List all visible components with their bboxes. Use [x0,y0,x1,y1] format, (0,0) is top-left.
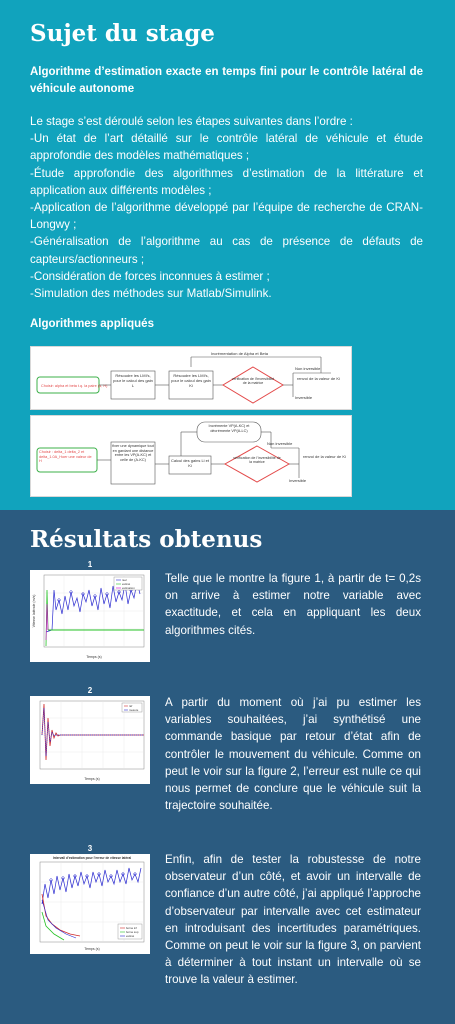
fig2-legend-item: mesure [129,708,139,712]
figure-number: 1 [87,560,93,569]
algorithm-diagram-1 [30,346,352,410]
diagram2-box1: fixer une dynamique tout en gardant une distance entre les VP(A-KC) et celle de (A-KC) [112,444,154,462]
diagram2-output: renvoi de la valeur de Ki [303,454,346,459]
fig1-xlabel: Temps (s) [86,655,102,659]
fig3-title: Intervall d’estimation pour l’erreur de vitesse latéral [52,856,132,860]
fig1-ylabel: Vitesse latérale (m/s) [32,594,36,628]
fig1-legend-item: estimé [122,582,131,586]
step-item: -Simulation des méthodes sur Matlab/Simulink. [30,287,272,301]
diagram1-output: renvoi de la valeur de Ki [297,376,340,381]
figure-1 [30,560,150,662]
result-text-2: A partir du moment où j’ai pu estimer les variables souhaitées, j’ai synthétisé une commande basique par retour d’état afin de contrôler le mouvement du véhicule. Comme on peut le voir sur la figure 2, l’erreur est nulle ce qui nous permet de conclure que le véhicule suit la trajectoire souhaitée. [165,696,421,813]
diagram1-loop-label: Incrémentation de Alpha et Beta [211,351,268,356]
step-item: -Application de l’algorithme développé par l’équipe de recherche de CRAN-Longwy ; [30,201,423,232]
figure-3 [30,844,150,954]
fig1-legend-item: réel [122,578,127,582]
steps-text [30,113,423,302]
result-text-1: Telle que le montre la figure 1, à partir de t= 0,2s on arrive à estimer notre variable avec exactitude, et cela en appliquant les deux algorithmes cités. [165,572,421,637]
result-text-3: Enfin, afin de tester la robustesse de notre observateur d’un côté, et avoir un intervalle de confiance d’un autre côté, j’ai appliqué l’approche d’observateur par intervalle avec cet estimateur en introduisant des incertitudes paramétriques. Comme on peut le voir sur la figure 3, on parvient à déterminer à tout instant un intervalle où se trouve la valeur à estimer. [165,853,421,987]
section-results [0,510,455,1024]
diagram1-non-inv: Non inversible [295,366,321,371]
diagram2-inv: Inversible [289,478,307,483]
diagram2-diamond: vérification de l’inversibilité de la matrice [233,456,281,465]
fig3-legend-item: estimé [126,934,135,938]
section-subject [0,0,455,510]
figure-number: 2 [87,686,93,695]
fig1-legend-item: estimation [122,586,135,590]
fig3-xlabel: Temps (s) [84,947,100,951]
fig3-legend-item: borne sup [126,930,139,934]
diagram2-box2: Calcul des gains Li et Ki [170,458,210,468]
step-item: -Généralisation de l’algorithme au cas de présence de défauts de capteurs/actionneurs ; [30,235,423,266]
figure-number: 3 [87,844,93,853]
diagram1-box2: Résoudre les LMI’s, pour le calcul des gain Ki [171,373,211,388]
fig2-legend-item: réf [129,704,133,708]
diagram2-loop-label: Incrémente VP(A-KC) et décrémente VP(A-LC) [208,424,250,433]
step-item: -Considération de forces inconnues à estimer ; [30,269,270,283]
algorithms-title: Algorithmes appliqués [30,318,154,330]
diagram2-start: Choisir : delta_1 delta_2 et delta_1.0A_Hoer une valeur de H [39,450,92,464]
figure-2 [30,686,150,784]
section-title-subject: Sujet du stage [30,20,215,47]
algorithm-diagram-2 [30,415,352,497]
steps-intro: Le stage s’est déroulé selon les étapes suivantes dans l’ordre : [30,115,353,128]
diagram1-start: Choisir: alpha et beta t.q. la paire (α, H) [41,384,108,388]
fig2-xlabel: Temps (s) [84,777,100,781]
diagram1-box1: Résoudre les LMI’s, pour le calcul des gain L [113,373,153,388]
step-item: -Étude approfondie des algorithmes d’estimation de la littérature et application aux différents modèles ; [30,166,423,197]
diagram1-diamond: vérification de l’inversibilité de la matrice [231,377,275,386]
internship-subtitle: Algorithme d’estimation exacte en temps fini pour le contrôle latéral de véhicule autonome [30,66,423,95]
fig3-legend-item: borne inf [126,926,137,930]
diagram1-inv: Inversible [295,395,313,400]
step-item: -Un état de l’art détaillé sur le contrôle latéral de véhicule et étude approfondie des modèles mathématiques ; [30,132,423,163]
section-title-results: Résultats obtenus [30,526,263,553]
diagram2-non-inv: Non inversible [267,441,293,446]
